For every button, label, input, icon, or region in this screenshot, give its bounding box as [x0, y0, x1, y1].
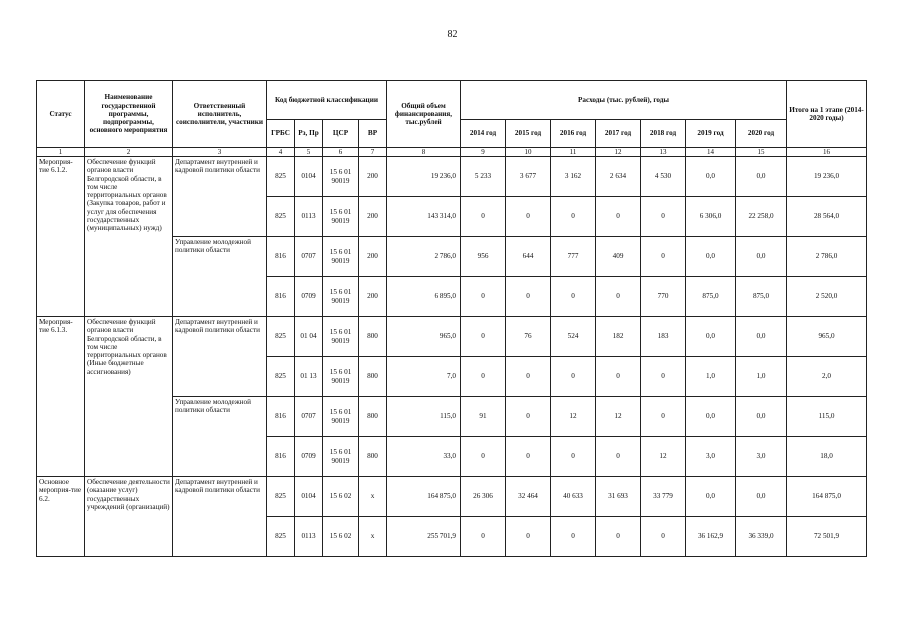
year-value-cell: 3,0	[736, 437, 787, 477]
column-number: 11	[551, 148, 596, 157]
csr-cell: 15 6 02	[323, 517, 359, 557]
grbs-cell: 825	[267, 477, 295, 517]
total-volume-cell: 164 875,0	[387, 477, 461, 517]
year-value-cell: 0	[506, 437, 551, 477]
vr-cell: 200	[359, 197, 387, 237]
year-value-cell: 0	[596, 357, 641, 397]
rzpr-cell: 0707	[295, 237, 323, 277]
budget-table	[36, 80, 867, 557]
year-value-cell: 0	[641, 357, 686, 397]
column-number: 15	[736, 148, 787, 157]
year-value-cell: 183	[641, 317, 686, 357]
stage-total-cell: 19 236,0	[787, 157, 867, 197]
column-number: 14	[686, 148, 736, 157]
year-value-cell: 12	[551, 397, 596, 437]
executor-cell: Департамент внутренней и кадровой политики области	[173, 477, 267, 557]
status-cell: Мероприя-тие 6.1.2.	[37, 157, 85, 317]
rzpr-cell: 0709	[295, 277, 323, 317]
rzpr-cell: 0707	[295, 397, 323, 437]
column-number: 1	[37, 148, 85, 157]
year-value-cell: 22 258,0	[736, 197, 787, 237]
year-value-cell: 0	[551, 437, 596, 477]
stage-total-cell: 965,0	[787, 317, 867, 357]
stage-total-cell: 164 875,0	[787, 477, 867, 517]
year-value-cell: 4 530	[641, 157, 686, 197]
year-value-cell: 0	[506, 277, 551, 317]
total-volume-cell: 6 895,0	[387, 277, 461, 317]
column-number: 4	[267, 148, 295, 157]
rzpr-cell: 0104	[295, 157, 323, 197]
year-value-cell: 0,0	[686, 397, 736, 437]
executor-cell: Управление молодежной политики области	[173, 397, 267, 477]
vr-cell: 800	[359, 317, 387, 357]
year-value-cell: 0,0	[736, 397, 787, 437]
header-csr: ЦСР	[323, 120, 359, 148]
year-value-cell: 770	[641, 277, 686, 317]
year-value-cell: 1,0	[686, 357, 736, 397]
column-number: 9	[461, 148, 506, 157]
status-cell: Основное мероприя-тие 6.2.	[37, 477, 85, 557]
header-budget-code: Код бюджетной классификации	[267, 81, 387, 120]
csr-cell: 15 6 02	[323, 477, 359, 517]
header-year: 2016 год	[551, 120, 596, 148]
year-value-cell: 0,0	[736, 157, 787, 197]
year-value-cell: 0,0	[686, 237, 736, 277]
executor-cell: Департамент внутренней и кадровой политики области	[173, 317, 267, 397]
csr-cell: 15 6 01 90019	[323, 157, 359, 197]
csr-cell: 15 6 01 90019	[323, 357, 359, 397]
year-value-cell: 36 339,0	[736, 517, 787, 557]
column-number: 2	[85, 148, 173, 157]
rzpr-cell: 0709	[295, 437, 323, 477]
table-row	[37, 317, 867, 357]
header-year: 2017 год	[596, 120, 641, 148]
stage-total-cell: 18,0	[787, 437, 867, 477]
year-value-cell: 3 162	[551, 157, 596, 197]
executor-cell: Департамент внутренней и кадровой политики области	[173, 157, 267, 237]
header-stage-total: Итого на 1 этапе (2014-2020 годы)	[787, 81, 867, 148]
year-value-cell: 0	[506, 357, 551, 397]
year-value-cell: 0,0	[686, 157, 736, 197]
year-value-cell: 0	[596, 437, 641, 477]
year-value-cell: 0	[461, 357, 506, 397]
rzpr-cell: 01 04	[295, 317, 323, 357]
column-number-row	[37, 148, 867, 157]
stage-total-cell: 2 520,0	[787, 277, 867, 317]
year-value-cell: 1,0	[736, 357, 787, 397]
year-value-cell: 36 162,9	[686, 517, 736, 557]
year-value-cell: 0	[596, 197, 641, 237]
header-grbs: ГРБС	[267, 120, 295, 148]
year-value-cell: 777	[551, 237, 596, 277]
year-value-cell: 12	[641, 437, 686, 477]
year-value-cell: 0	[641, 517, 686, 557]
year-value-cell: 26 306	[461, 477, 506, 517]
total-volume-cell: 33,0	[387, 437, 461, 477]
table-row	[37, 157, 867, 197]
header-expenses: Расходы (тыс. рублей), годы	[461, 81, 787, 120]
total-volume-cell: 2 786,0	[387, 237, 461, 277]
year-value-cell: 3,0	[686, 437, 736, 477]
header-year: 2019 год	[686, 120, 736, 148]
header-rzpr: Рз, Пр	[295, 120, 323, 148]
year-value-cell: 0,0	[736, 477, 787, 517]
csr-cell: 15 6 01 90019	[323, 197, 359, 237]
year-value-cell: 0	[506, 197, 551, 237]
executor-cell: Управление молодежной политики области	[173, 237, 267, 317]
csr-cell: 15 6 01 90019	[323, 317, 359, 357]
column-number: 7	[359, 148, 387, 157]
stage-total-cell: 115,0	[787, 397, 867, 437]
year-value-cell: 409	[596, 237, 641, 277]
year-value-cell: 0	[551, 517, 596, 557]
grbs-cell: 825	[267, 517, 295, 557]
year-value-cell: 0	[551, 357, 596, 397]
year-value-cell: 524	[551, 317, 596, 357]
grbs-cell: 825	[267, 157, 295, 197]
year-value-cell: 182	[596, 317, 641, 357]
year-value-cell: 956	[461, 237, 506, 277]
grbs-cell: 825	[267, 317, 295, 357]
vr-cell: 800	[359, 357, 387, 397]
year-value-cell: 12	[596, 397, 641, 437]
year-value-cell: 0	[461, 197, 506, 237]
year-value-cell: 0	[461, 517, 506, 557]
rzpr-cell: 0104	[295, 477, 323, 517]
header-vr: ВР	[359, 120, 387, 148]
grbs-cell: 816	[267, 277, 295, 317]
header-name: Наименование государственной программы, подпрограммы, основного мероприятия	[85, 81, 173, 148]
year-value-cell: 0	[641, 197, 686, 237]
column-number: 5	[295, 148, 323, 157]
year-value-cell: 5 233	[461, 157, 506, 197]
year-value-cell: 0	[596, 277, 641, 317]
year-value-cell: 0	[551, 277, 596, 317]
status-cell: Мероприя-тие 6.1.3.	[37, 317, 85, 477]
year-value-cell: 875,0	[686, 277, 736, 317]
year-value-cell: 0,0	[736, 237, 787, 277]
vr-cell: 200	[359, 277, 387, 317]
grbs-cell: 816	[267, 397, 295, 437]
rzpr-cell: 01 13	[295, 357, 323, 397]
total-volume-cell: 115,0	[387, 397, 461, 437]
measure-name-cell: Обеспечение функций органов власти Белгородской области, в том числе территориальных органов (Закупка товаров, работ и услуг для обеспечения государственных (муниципальных) нужд)	[85, 157, 173, 317]
year-value-cell: 875,0	[736, 277, 787, 317]
year-value-cell: 0	[641, 237, 686, 277]
rzpr-cell: 0113	[295, 517, 323, 557]
header-total-volume: Общий объем финансирования, тыс.рублей	[387, 81, 461, 148]
year-value-cell: 31 693	[596, 477, 641, 517]
rzpr-cell: 0113	[295, 197, 323, 237]
year-value-cell: 76	[506, 317, 551, 357]
total-volume-cell: 143 314,0	[387, 197, 461, 237]
column-number: 13	[641, 148, 686, 157]
year-value-cell: 6 306,0	[686, 197, 736, 237]
column-number: 16	[787, 148, 867, 157]
year-value-cell: 0	[506, 517, 551, 557]
year-value-cell: 0	[641, 397, 686, 437]
vr-cell: 200	[359, 237, 387, 277]
page-number: 82	[447, 29, 458, 40]
column-number: 6	[323, 148, 359, 157]
year-value-cell: 0,0	[686, 317, 736, 357]
year-value-cell: 91	[461, 397, 506, 437]
vr-cell: х	[359, 517, 387, 557]
csr-cell: 15 6 01 90019	[323, 397, 359, 437]
year-value-cell: 0,0	[736, 317, 787, 357]
year-value-cell: 33 779	[641, 477, 686, 517]
header-year: 2018 год	[641, 120, 686, 148]
column-number: 12	[596, 148, 641, 157]
stage-total-cell: 28 564,0	[787, 197, 867, 237]
csr-cell: 15 6 01 90019	[323, 237, 359, 277]
measure-name-cell: Обеспечение деятельности (оказание услуг) государственных учреждений (организаций)	[85, 477, 173, 557]
vr-cell: 200	[359, 157, 387, 197]
grbs-cell: 825	[267, 357, 295, 397]
table-body	[37, 157, 867, 557]
total-volume-cell: 19 236,0	[387, 157, 461, 197]
grbs-cell: 816	[267, 437, 295, 477]
year-value-cell: 0	[461, 277, 506, 317]
header-year: 2015 год	[506, 120, 551, 148]
vr-cell: 800	[359, 437, 387, 477]
header-year: 2014 год	[461, 120, 506, 148]
year-value-cell: 3 677	[506, 157, 551, 197]
year-value-cell: 40 633	[551, 477, 596, 517]
year-value-cell: 32 464	[506, 477, 551, 517]
year-value-cell: 2 634	[596, 157, 641, 197]
vr-cell: 800	[359, 397, 387, 437]
header-year: 2020 год	[736, 120, 787, 148]
year-value-cell: 0	[461, 437, 506, 477]
column-number: 10	[506, 148, 551, 157]
column-number: 3	[173, 148, 267, 157]
column-number: 8	[387, 148, 461, 157]
grbs-cell: 825	[267, 197, 295, 237]
total-volume-cell: 965,0	[387, 317, 461, 357]
year-value-cell: 0,0	[686, 477, 736, 517]
measure-name-cell: Обеспечение функций органов власти Белгородской области, в том числе территориальных органов (Иные бюджетные ассигнования)	[85, 317, 173, 477]
header-executor: Ответственный исполнитель, соисполнители, участники	[173, 81, 267, 148]
header-status: Статус	[37, 81, 85, 148]
vr-cell: х	[359, 477, 387, 517]
year-value-cell: 0	[506, 397, 551, 437]
year-value-cell: 0	[596, 517, 641, 557]
stage-total-cell: 2,0	[787, 357, 867, 397]
stage-total-cell: 2 786,0	[787, 237, 867, 277]
year-value-cell: 0	[551, 197, 596, 237]
csr-cell: 15 6 01 90019	[323, 437, 359, 477]
stage-total-cell: 72 501,9	[787, 517, 867, 557]
total-volume-cell: 7,0	[387, 357, 461, 397]
year-value-cell: 644	[506, 237, 551, 277]
table-row	[37, 477, 867, 517]
grbs-cell: 816	[267, 237, 295, 277]
csr-cell: 15 6 01 90019	[323, 277, 359, 317]
year-value-cell: 0	[461, 317, 506, 357]
total-volume-cell: 255 701,9	[387, 517, 461, 557]
